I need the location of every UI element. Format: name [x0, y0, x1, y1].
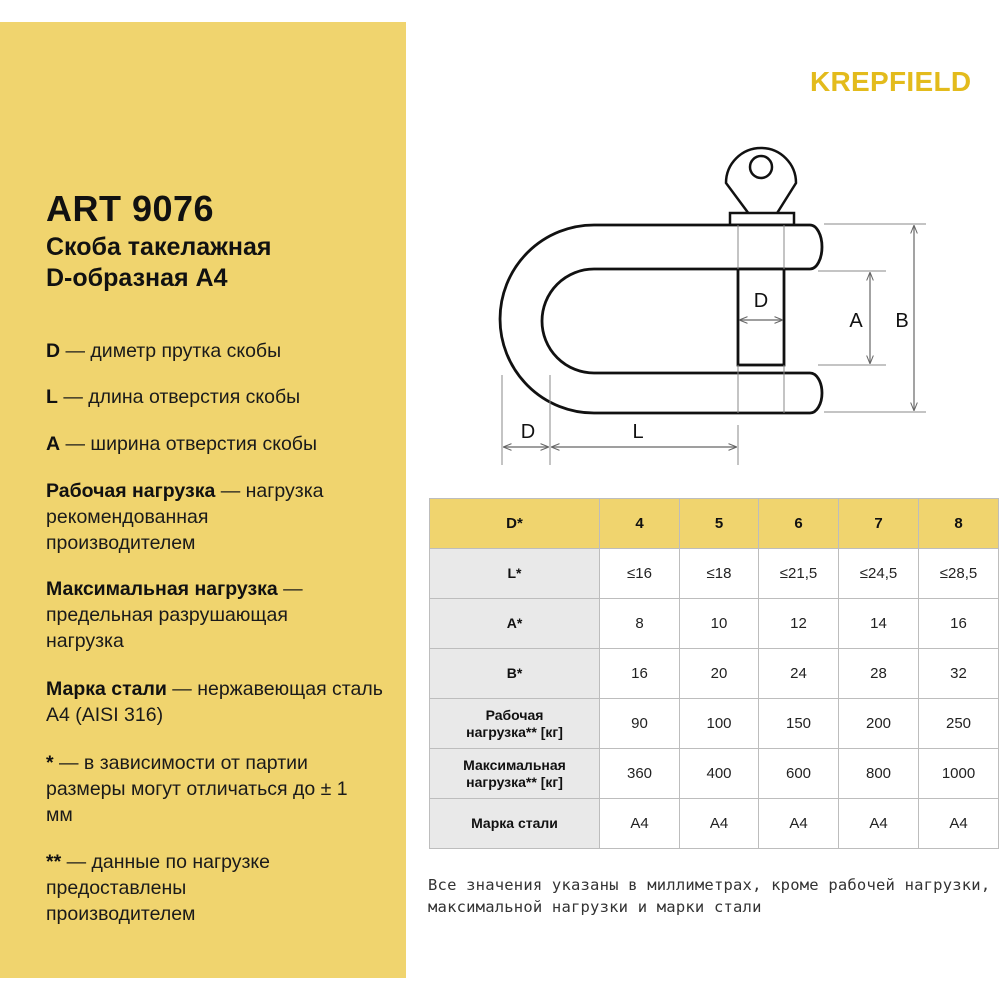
- table-header-cell: 5: [680, 499, 759, 549]
- table-header-cell: 6: [759, 499, 839, 549]
- definition-l: [46, 384, 391, 410]
- table-cell: 20: [680, 649, 759, 699]
- definition-text: — предельная разрушающая нагрузка: [46, 578, 303, 652]
- table-header-cell: 4: [600, 499, 680, 549]
- definition-term: Рабочая нагрузка: [46, 480, 216, 502]
- table-cell: А4: [680, 799, 759, 849]
- dim-label-l: L: [632, 421, 644, 443]
- table-header-cell: 8: [919, 499, 999, 549]
- table-header-row: [430, 499, 999, 549]
- definition-term: A: [46, 433, 61, 455]
- shackle-diagram: [490, 125, 950, 475]
- definition-text: — данные по нагрузке предоставлены производителем: [46, 851, 271, 925]
- definition-text: — ширина отверстия скобы: [60, 433, 317, 455]
- shackle-pin: [738, 269, 784, 365]
- table-cell: 14: [839, 599, 919, 649]
- definition-double-asterisk: [46, 849, 321, 927]
- definition-text: — нагрузка рекомендованная производителем: [46, 480, 324, 554]
- table-cell: А4: [600, 799, 680, 849]
- table-cell: А4: [759, 799, 839, 849]
- definition-term: *: [46, 752, 54, 774]
- table-cell: 150: [759, 699, 839, 749]
- table-cell: 16: [600, 649, 680, 699]
- table-cell: ≤24,5: [839, 549, 919, 599]
- table-row-b: [430, 649, 999, 699]
- dim-label-b: B: [895, 310, 909, 332]
- row-label: L*: [430, 549, 600, 599]
- definition-term: L: [46, 386, 58, 408]
- table-header-label: D*: [430, 499, 600, 549]
- table-cell: А4: [839, 799, 919, 849]
- table-cell: 24: [759, 649, 839, 699]
- table-cell: 200: [839, 699, 919, 749]
- table-cell: А4: [919, 799, 999, 849]
- definition-a: [46, 431, 391, 457]
- definition-text: — в зависимости от партии размеры могут отличаться до ± 1 мм: [46, 752, 348, 826]
- definition-working-load: [46, 478, 346, 556]
- table-row-max-load: [430, 749, 999, 799]
- table-cell: 800: [839, 749, 919, 799]
- definition-term: D: [46, 340, 61, 362]
- row-label: Марка стали: [430, 799, 600, 849]
- definition-term: Максимальная нагрузка: [46, 578, 278, 600]
- table-cell: 12: [759, 599, 839, 649]
- table-cell: 100: [680, 699, 759, 749]
- row-label-line-1: Рабочая: [485, 706, 544, 723]
- table-header-cell: 7: [839, 499, 919, 549]
- definition-term: Марка стали: [46, 678, 167, 700]
- table-row-working-load: [430, 699, 999, 749]
- pin-collar: [730, 213, 794, 225]
- table-cell: 1000: [919, 749, 999, 799]
- table-cell: 8: [600, 599, 680, 649]
- row-label-line-1: Максимальная: [463, 756, 566, 773]
- dim-label-a: A: [849, 310, 863, 332]
- row-label: B*: [430, 649, 600, 699]
- definition-text: — длина отверстия скобы: [57, 386, 301, 408]
- dim-label-d-bottom: D: [520, 421, 536, 443]
- table-row-a: [430, 599, 999, 649]
- table-cell: 28: [839, 649, 919, 699]
- definition-asterisk: [46, 750, 364, 828]
- brand-logo: KREPFIELD: [810, 66, 972, 97]
- article-number: ART 9076: [46, 188, 215, 229]
- table-cell: 400: [680, 749, 759, 799]
- definition-text: — диметр прутка скобы: [60, 340, 282, 362]
- table-cell: 16: [919, 599, 999, 649]
- table-cell: ≤28,5: [919, 549, 999, 599]
- table-row-steel-grade: [430, 799, 999, 849]
- table-cell: ≤18: [680, 549, 759, 599]
- table-cell: 32: [919, 649, 999, 699]
- table-cell: ≤16: [600, 549, 680, 599]
- definition-steel-grade: [46, 676, 391, 728]
- definition-d: [46, 338, 391, 364]
- dim-label-d-inner: D: [753, 290, 769, 312]
- product-title-line-1: Скоба такелажная: [46, 233, 272, 261]
- definition-max-load: [46, 576, 346, 654]
- row-label-line-2: нагрузка** [кг]: [466, 723, 563, 740]
- row-label: A*: [430, 599, 600, 649]
- product-title-line-2: D-образная А4: [46, 264, 228, 292]
- product-title: [46, 232, 396, 294]
- units-footnote: Все значения указаны в миллиметрах, кроме рабочей нагрузки, максимальной нагрузки и марки стали: [428, 876, 991, 916]
- table-cell: 360: [600, 749, 680, 799]
- table-row-l: [430, 549, 999, 599]
- table-cell: 600: [759, 749, 839, 799]
- table-cell: ≤21,5: [759, 549, 839, 599]
- row-label-line-2: нагрузка** [кг]: [466, 773, 563, 790]
- pin-hole: [750, 156, 772, 178]
- table-cell: 250: [919, 699, 999, 749]
- table-cell: 90: [600, 699, 680, 749]
- definition-term: **: [46, 851, 62, 873]
- specification-table: [429, 498, 999, 849]
- definition-text: — нержавеющая сталь А4 (AISI 316): [46, 678, 383, 726]
- row-label: [430, 749, 600, 799]
- row-label: [430, 699, 600, 749]
- table-cell: 10: [680, 599, 759, 649]
